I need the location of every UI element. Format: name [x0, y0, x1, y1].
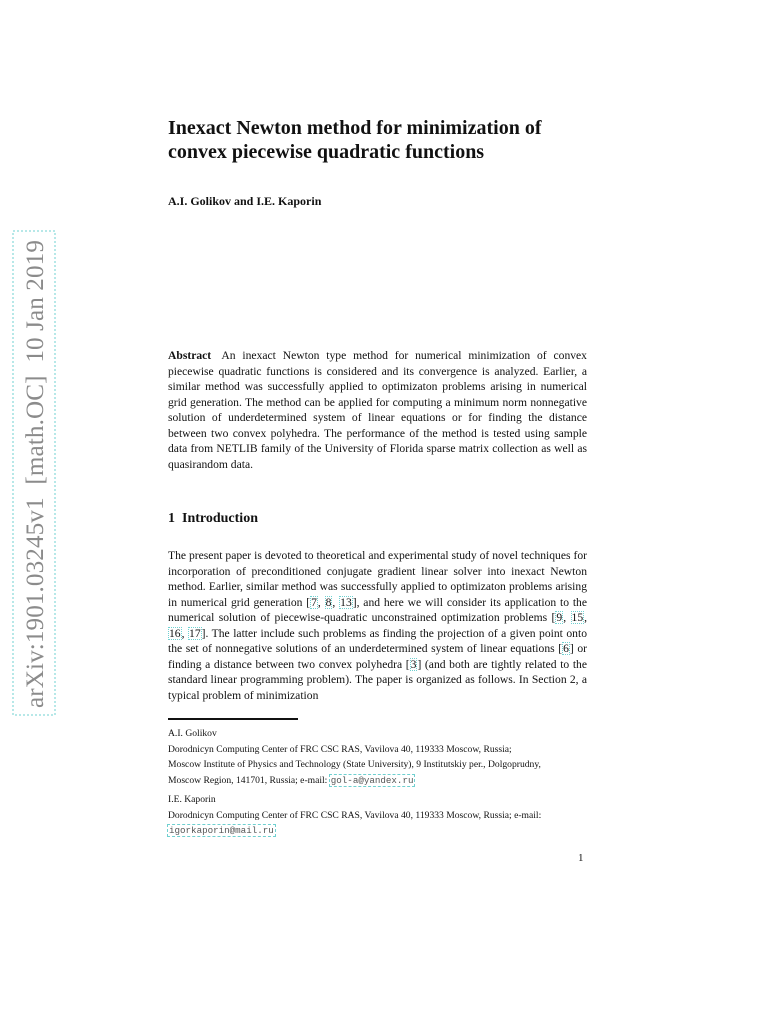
footnote-affiliation: Dorodnicyn Computing Center of FRC CSC RAS, Vavilova 40, 119333 Moscow, Russia; e-mail: [168, 809, 542, 821]
section-heading [168, 511, 258, 527]
email-link[interactable]: gol-a@yandex.ru [330, 774, 414, 786]
citation-link[interactable]: 9 [556, 611, 563, 624]
title-line-1: Inexact Newton method for minimization of [168, 117, 542, 139]
citation-link[interactable]: 8 [325, 595, 332, 609]
footnote-affiliation: Moscow Institute of Physics and Technology (State University), 9 Institutskiy per., Dolgoprudny, [168, 759, 541, 770]
citation-link[interactable]: 7 [311, 595, 317, 609]
title-line-2: convex piecewise quadratic functions [168, 141, 485, 163]
footnote-author-1 [168, 726, 587, 788]
citation-link[interactable]: 3 [410, 657, 417, 671]
title-block [168, 116, 587, 164]
footnote-affiliation: Moscow Region, 141701, Russia; e-mail: [168, 774, 328, 786]
intro-text-part-2: ], and here we will consider its application to the numerical solution of piecewise-quadratic unconstrained optimization problems [ [168, 595, 588, 624]
abstract-text: An inexact Newton type method for numerical minimization of convex piecewise quadratic functions is considered and its convergence is analyzed. Earlier, a similar method was successfully applied to optimizaton problems arising in numerical grid generation. The method can be applied for computing a minimum norm nonnegative solution of underdetermined system of linear equations or for finding the distance between two convex polyhedra. The performance of the method is tested using sample data from NETLIB family of the University of Florida sparse matrix collection as well as quasirandom data. [168, 349, 587, 471]
citation-link[interactable]: 15 [571, 611, 584, 624]
intro-text-part-5: ] (and both are tightly related to the standard linear programming problem). The paper is organized as follows. In Section 2, a typical problem of minimization [168, 657, 587, 702]
footnote-author-2 [168, 792, 587, 839]
footnote-contact-line [168, 773, 587, 789]
intro-text-part-1: The present paper is devoted to theoretical and experimental study of novel techniques for incorporation of preconditioned conjugate gradient linear solver into inexact Newton method. Earlier, similar method was successfully applied to optimizaton problems arising in numerical grid generation [ [168, 549, 587, 609]
citation-link[interactable]: 17 [189, 626, 201, 640]
citation-link[interactable]: 16 [169, 626, 181, 640]
introduction-paragraph: The present paper is devoted to theoretical and experimental study of novel techniques for incorporation of preconditioned conjugate gradient linear solver into inexact Newton method. Earlier, similar method was successfully applied to optimizaton problems arising in numerical grid generation [7, 8, 13], and here we will consider its application to the numerical solution of piecewise-quadratic unconstrained optimization problems [9, 15, 16, 17]. The latter include such problems as finding the projection of a given point onto the set of nonnegative solutions of an underdetermined system of linear equations [6] or finding a distance between two convex polyhedra [3] (and both are tightly related to the standard linear programming problem). The paper is organized as follows. In Section 2, a typical problem of minimization [168, 549, 588, 702]
section-title: Introduction [182, 511, 258, 526]
footnote-author-name: A.I. Golikov [168, 728, 217, 739]
footnote-author-name: I.E. Kaporin [168, 794, 216, 805]
citation-link[interactable]: 13 [340, 595, 352, 609]
arxiv-stamp[interactable] [12, 230, 56, 716]
citation-link[interactable]: 6 [563, 642, 569, 655]
page-number: 1 [578, 852, 584, 864]
email-link[interactable]: igorkaporin@mail.ru [169, 825, 274, 836]
abstract [168, 348, 587, 472]
footnotes [168, 726, 587, 839]
footnote-divider [168, 718, 298, 720]
paper-title [168, 116, 587, 164]
footnote-contact-line [168, 823, 587, 839]
intro-text-part-4: ] or finding a distance between two convex polyhedra [ [168, 642, 588, 671]
arxiv-identifier: arXiv:1901.03245v1 [math.OC] 10 Jan 2019 [22, 242, 49, 708]
section-number: 1 [168, 511, 175, 526]
author-list: A.I. Golikov and I.E. Kaporin [168, 194, 322, 208]
footnote-affiliation: Dorodnicyn Computing Center of FRC CSC RAS, Vavilova 40, 119333 Moscow, Russia; [168, 743, 512, 755]
abstract-label: Abstract [168, 349, 212, 362]
intro-text-part-3: ]. The latter include such problems as finding the projection of a given point onto the set of nonnegative solutions of an underdetermined system of linear equations [ [168, 626, 587, 655]
